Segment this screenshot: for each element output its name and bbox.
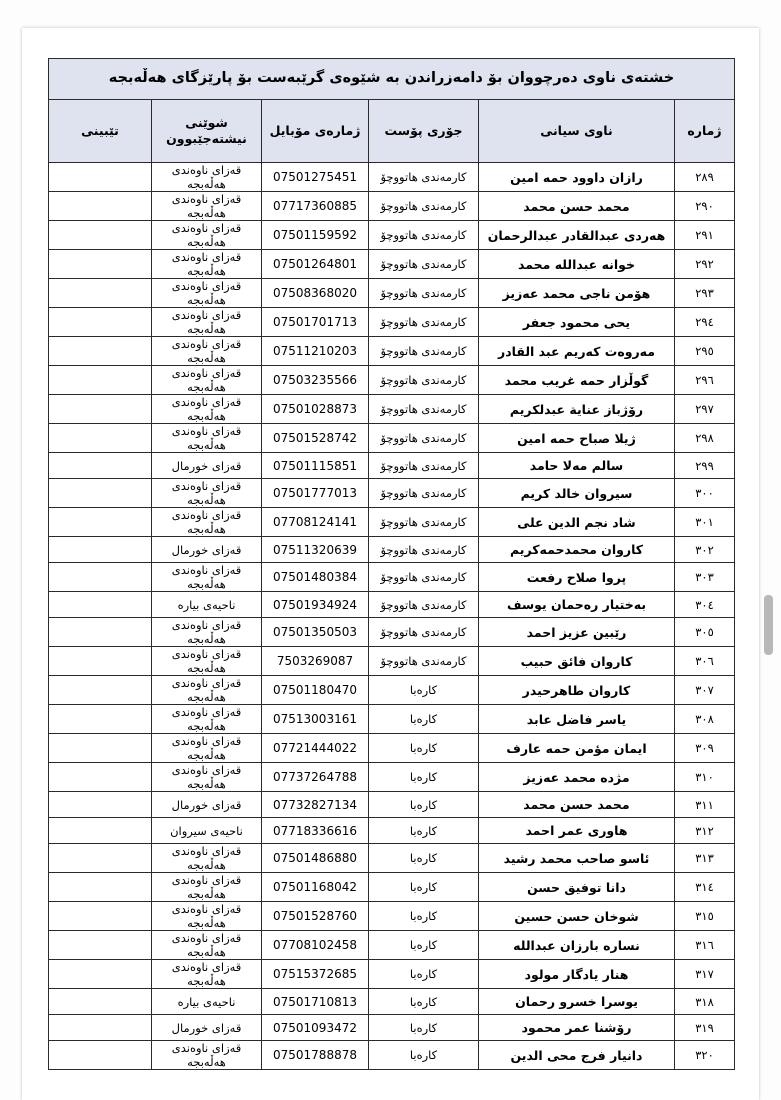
cell-note <box>48 818 151 844</box>
cell-note <box>48 508 151 537</box>
cell-note <box>48 873 151 902</box>
cell-note <box>48 676 151 705</box>
cell-residence: قەزای ناوەندی هەڵەبجە <box>152 902 262 931</box>
cell-mobile: 07717360885 <box>262 192 369 221</box>
cell-residence: ناحیەی سیروان <box>152 818 262 844</box>
cell-post: کارەبا <box>369 989 479 1015</box>
cell-number: ٢٩٨ <box>675 424 735 453</box>
cell-mobile: 07501159592 <box>262 221 369 250</box>
cell-residence: قەزای ناوەندی هەڵەبجە <box>152 734 262 763</box>
column-header-name: ناوی سیانی <box>479 100 675 163</box>
cell-note <box>48 250 151 279</box>
cell-post: کارەبا <box>369 763 479 792</box>
cell-residence: قەزای خورمال <box>152 1015 262 1041</box>
cell-note <box>48 989 151 1015</box>
cell-note <box>48 902 151 931</box>
table-row <box>48 734 734 763</box>
cell-name: دانیار فرج محی الدین <box>479 1041 675 1070</box>
cell-mobile: 07501486880 <box>262 844 369 873</box>
cell-residence: قەزای ناوەندی هەڵەبجە <box>152 705 262 734</box>
cell-mobile: 07708102458 <box>262 931 369 960</box>
cell-number: ٣٠٢ <box>675 537 735 563</box>
table-row <box>48 395 734 424</box>
table-row <box>48 337 734 366</box>
cell-residence: ناحیەی بیارە <box>152 592 262 618</box>
cell-name: محمد حسن محمد <box>479 792 675 818</box>
cell-mobile: 07501788878 <box>262 1041 369 1070</box>
table-row <box>48 279 734 308</box>
cell-number: ٣٠٥ <box>675 618 735 647</box>
cell-number: ٣٠٣ <box>675 563 735 592</box>
cell-mobile: 07511210203 <box>262 337 369 366</box>
cell-residence: قەزای ناوەندی هەڵەبجە <box>152 250 262 279</box>
cell-name: کاروان طاهرحیدر <box>479 676 675 705</box>
cell-post: کارمەندی هاتووچۆ <box>369 192 479 221</box>
column-header-note: تێبینی <box>48 100 151 163</box>
cell-name: هەردی عبدالقادر عبدالرحمان <box>479 221 675 250</box>
cell-mobile: 07513003161 <box>262 705 369 734</box>
cell-mobile: 07501701713 <box>262 308 369 337</box>
cell-number: ٣٢٠ <box>675 1041 735 1070</box>
cell-residence: قەزای خورمال <box>152 792 262 818</box>
cell-post: کارمەندی هاتووچۆ <box>369 508 479 537</box>
cell-note <box>48 424 151 453</box>
cell-name: کاروان محمدحمەکریم <box>479 537 675 563</box>
cell-number: ٣١٨ <box>675 989 735 1015</box>
column-header-residence: شوێنی نیشتەجێبوون <box>152 100 262 163</box>
cell-note <box>48 163 151 192</box>
cell-number: ٢٩٤ <box>675 308 735 337</box>
table-row <box>48 192 734 221</box>
cell-mobile: 07501528760 <box>262 902 369 931</box>
cell-post: کارەبا <box>369 844 479 873</box>
cell-note <box>48 479 151 508</box>
cell-note <box>48 366 151 395</box>
cell-residence: قەزای ناوەندی هەڵەبجە <box>152 676 262 705</box>
cell-residence: قەزای ناوەندی هەڵەبجە <box>152 931 262 960</box>
table-row <box>48 676 734 705</box>
cell-number: ٢٩٥ <box>675 337 735 366</box>
cell-name: رۆژباز عنایة عبدلکریم <box>479 395 675 424</box>
cell-name: کاروان فائق حبیب <box>479 647 675 676</box>
cell-post: کارمەندی هاتووچۆ <box>369 479 479 508</box>
cell-mobile: 07721444022 <box>262 734 369 763</box>
cell-note <box>48 960 151 989</box>
cell-residence: قەزای ناوەندی هەڵەبجە <box>152 563 262 592</box>
cell-name: محمد حسن محمد <box>479 192 675 221</box>
cell-post: کارمەندی هاتووچۆ <box>369 250 479 279</box>
document-title: خشتەی ناوی دەرچووان بۆ دامەزراندن بە شێوەی گرێبەست بۆ پارێزگای هەڵەبجە <box>48 59 734 100</box>
table-row <box>48 250 734 279</box>
table-row <box>48 763 734 792</box>
cell-post: کارمەندی هاتووچۆ <box>369 563 479 592</box>
cell-residence: قەزای خورمال <box>152 453 262 479</box>
cell-mobile: 07718336616 <box>262 818 369 844</box>
cell-note <box>48 192 151 221</box>
cell-name: هنار یادگار مولود <box>479 960 675 989</box>
cell-post: کارەبا <box>369 873 479 902</box>
cell-name: ایمان مؤمن حمه عارف <box>479 734 675 763</box>
cell-post: کارەبا <box>369 902 479 931</box>
cell-number: ٣١٩ <box>675 1015 735 1041</box>
cell-note <box>48 931 151 960</box>
table-row <box>48 163 734 192</box>
table-row <box>48 1041 734 1070</box>
cell-mobile: 7503269087 <box>262 647 369 676</box>
cell-mobile: 07508368020 <box>262 279 369 308</box>
cell-number: ٣٠٤ <box>675 592 735 618</box>
cell-residence: ناحیەی بیارە <box>152 989 262 1015</box>
table-row <box>48 618 734 647</box>
cell-residence: قەزای ناوەندی هەڵەبجە <box>152 192 262 221</box>
cell-name: هاوری عمر احمد <box>479 818 675 844</box>
cell-note <box>48 221 151 250</box>
cell-mobile: 07503235566 <box>262 366 369 395</box>
table-row <box>48 989 734 1015</box>
cell-name: گوڵزار حمه غریب محمد <box>479 366 675 395</box>
table-header-row <box>48 100 734 163</box>
cell-residence: قەزای ناوەندی هەڵەبجە <box>152 763 262 792</box>
cell-residence: قەزای ناوەندی هەڵەبجە <box>152 221 262 250</box>
cell-mobile: 07708124141 <box>262 508 369 537</box>
table-row <box>48 902 734 931</box>
cell-name: سالم مەلا حامد <box>479 453 675 479</box>
cell-number: ٢٩٦ <box>675 366 735 395</box>
cell-residence: قەزای ناوەندی هەڵەبجە <box>152 337 262 366</box>
cell-post: کارمەندی هاتووچۆ <box>369 279 479 308</box>
cell-residence: قەزای ناوەندی هەڵەبجە <box>152 1041 262 1070</box>
cell-post: کارمەندی هاتووچۆ <box>369 537 479 563</box>
cell-residence: قەزای ناوەندی هەڵەبجە <box>152 163 262 192</box>
cell-note <box>48 1015 151 1041</box>
table-title-row <box>48 59 734 100</box>
cell-note <box>48 592 151 618</box>
cell-name: یحی محمود جعفر <box>479 308 675 337</box>
cell-mobile: 07501028873 <box>262 395 369 424</box>
cell-mobile: 07732827134 <box>262 792 369 818</box>
cell-note <box>48 1041 151 1070</box>
cell-residence: قەزای ناوەندی هەڵەبجە <box>152 618 262 647</box>
table-row <box>48 960 734 989</box>
cell-note <box>48 844 151 873</box>
cell-mobile: 07501934924 <box>262 592 369 618</box>
table-row <box>48 366 734 395</box>
table-row <box>48 221 734 250</box>
cell-post: کارمەندی هاتووچۆ <box>369 453 479 479</box>
cell-note <box>48 395 151 424</box>
cell-name: رازان داوود حمه امین <box>479 163 675 192</box>
table-row <box>48 931 734 960</box>
cell-mobile: 07737264788 <box>262 763 369 792</box>
cell-post: کارمەندی هاتووچۆ <box>369 221 479 250</box>
cell-name: بەختیار رەحمان یوسف <box>479 592 675 618</box>
cell-mobile: 07501528742 <box>262 424 369 453</box>
cell-note <box>48 563 151 592</box>
cell-post: کارمەندی هاتووچۆ <box>369 308 479 337</box>
cell-post: کارمەندی هاتووچۆ <box>369 395 479 424</box>
table-row <box>48 705 734 734</box>
cell-number: ٢٨٩ <box>675 163 735 192</box>
cell-mobile: 07501777013 <box>262 479 369 508</box>
table-row <box>48 873 734 902</box>
table-row <box>48 453 734 479</box>
table-row <box>48 647 734 676</box>
cell-post: کارمەندی هاتووچۆ <box>369 337 479 366</box>
cell-residence: قەزای ناوەندی هەڵەبجە <box>152 279 262 308</box>
cell-name: یوسرا خسرو رحمان <box>479 989 675 1015</box>
cell-number: ٣٠٦ <box>675 647 735 676</box>
cell-name: نسارە بارزان عبدالله <box>479 931 675 960</box>
cell-name: مژدە محمد عەزیز <box>479 763 675 792</box>
table-row <box>48 1015 734 1041</box>
cell-number: ٣٠٩ <box>675 734 735 763</box>
cell-residence: قەزای ناوەندی هەڵەبجە <box>152 960 262 989</box>
cell-post: کارەبا <box>369 1015 479 1041</box>
cell-name: شاد نجم الدین علی <box>479 508 675 537</box>
table-row <box>48 424 734 453</box>
cell-mobile: 07501168042 <box>262 873 369 902</box>
cell-mobile: 07515372685 <box>262 960 369 989</box>
cell-mobile: 07501115851 <box>262 453 369 479</box>
cell-mobile: 07501480384 <box>262 563 369 592</box>
cell-number: ٣١٢ <box>675 818 735 844</box>
employee-table <box>48 58 735 1070</box>
cell-note <box>48 763 151 792</box>
cell-number: ٣٠٨ <box>675 705 735 734</box>
table-row <box>48 537 734 563</box>
cell-note <box>48 453 151 479</box>
table-row <box>48 844 734 873</box>
cell-name: رۆشنا عمر محمود <box>479 1015 675 1041</box>
cell-number: ٣٠٧ <box>675 676 735 705</box>
cell-name: رێبین عزیز احمد <box>479 618 675 647</box>
scrollbar-thumb[interactable] <box>764 595 773 655</box>
cell-name: یاسر فاضل عابد <box>479 705 675 734</box>
cell-note <box>48 308 151 337</box>
cell-post: کارەبا <box>369 931 479 960</box>
paper-sheet <box>22 28 759 1100</box>
cell-number: ٣١١ <box>675 792 735 818</box>
cell-post: کارمەندی هاتووچۆ <box>369 647 479 676</box>
cell-post: کارەبا <box>369 676 479 705</box>
cell-post: کارمەندی هاتووچۆ <box>369 163 479 192</box>
cell-residence: قەزای ناوەندی هەڵەبجە <box>152 395 262 424</box>
table-row <box>48 479 734 508</box>
cell-mobile: 07501180470 <box>262 676 369 705</box>
cell-number: ٢٩٢ <box>675 250 735 279</box>
cell-note <box>48 705 151 734</box>
cell-mobile: 07501264801 <box>262 250 369 279</box>
cell-name: ئاسو صاحب محمد رشید <box>479 844 675 873</box>
cell-note <box>48 618 151 647</box>
cell-name: هۆمن ناجی محمد عەزیز <box>479 279 675 308</box>
cell-mobile: 07501710813 <box>262 989 369 1015</box>
cell-mobile: 07501093472 <box>262 1015 369 1041</box>
cell-note <box>48 279 151 308</box>
cell-name: ژیلا صباح حمه امین <box>479 424 675 453</box>
cell-post: کارەبا <box>369 734 479 763</box>
cell-post: کارەبا <box>369 705 479 734</box>
table-row <box>48 563 734 592</box>
cell-post: کارەبا <box>369 960 479 989</box>
cell-number: ٣١٦ <box>675 931 735 960</box>
cell-number: ٣٠١ <box>675 508 735 537</box>
cell-post: کارمەندی هاتووچۆ <box>369 592 479 618</box>
table-row <box>48 818 734 844</box>
table-row <box>48 792 734 818</box>
cell-number: ٢٩٠ <box>675 192 735 221</box>
cell-note <box>48 647 151 676</box>
cell-post: کارەبا <box>369 818 479 844</box>
cell-post: کارمەندی هاتووچۆ <box>369 366 479 395</box>
cell-note <box>48 734 151 763</box>
column-header-number: ژمارە <box>675 100 735 163</box>
cell-residence: قەزای ناوەندی هەڵەبجە <box>152 424 262 453</box>
column-header-post: جۆری پۆست <box>369 100 479 163</box>
cell-mobile: 07501350503 <box>262 618 369 647</box>
cell-post: کارەبا <box>369 792 479 818</box>
table-row <box>48 508 734 537</box>
cell-residence: قەزای ناوەندی هەڵەبجە <box>152 479 262 508</box>
cell-number: ٢٩٣ <box>675 279 735 308</box>
cell-mobile: 07511320639 <box>262 537 369 563</box>
cell-name: خوانە عبدالله محمد <box>479 250 675 279</box>
cell-note <box>48 337 151 366</box>
cell-residence: قەزای ناوەندی هەڵەبجە <box>152 508 262 537</box>
cell-number: ٣١٧ <box>675 960 735 989</box>
cell-name: پروا صلاح رفعت <box>479 563 675 592</box>
cell-residence: قەزای ناوەندی هەڵەبجە <box>152 366 262 395</box>
cell-note <box>48 792 151 818</box>
cell-residence: قەزای خورمال <box>152 537 262 563</box>
cell-number: ٢٩٧ <box>675 395 735 424</box>
cell-name: شوخان حسن حسین <box>479 902 675 931</box>
table-row <box>48 308 734 337</box>
cell-post: کارمەندی هاتووچۆ <box>369 424 479 453</box>
cell-number: ٢٩٩ <box>675 453 735 479</box>
cell-number: ٢٩١ <box>675 221 735 250</box>
cell-name: سیروان خالد کریم <box>479 479 675 508</box>
cell-number: ٣١٤ <box>675 873 735 902</box>
cell-residence: قەزای ناوەندی هەڵەبجە <box>152 873 262 902</box>
column-header-mobile: ژمارەی مۆبایل <box>262 100 369 163</box>
cell-residence: قەزای ناوەندی هەڵەبجە <box>152 308 262 337</box>
cell-residence: قەزای ناوەندی هەڵەبجە <box>152 647 262 676</box>
table-row <box>48 592 734 618</box>
cell-number: ٣١٥ <box>675 902 735 931</box>
cell-post: کارمەندی هاتووچۆ <box>369 618 479 647</box>
cell-note <box>48 537 151 563</box>
cell-number: ٣١٣ <box>675 844 735 873</box>
cell-name: دانا توفیق حسن <box>479 873 675 902</box>
cell-post: کارەبا <box>369 1041 479 1070</box>
cell-residence: قەزای ناوەندی هەڵەبجە <box>152 844 262 873</box>
cell-mobile: 07501275451 <box>262 163 369 192</box>
cell-name: مەروەت کەریم عبد القادر <box>479 337 675 366</box>
cell-number: ٣١٠ <box>675 763 735 792</box>
cell-number: ٣٠٠ <box>675 479 735 508</box>
